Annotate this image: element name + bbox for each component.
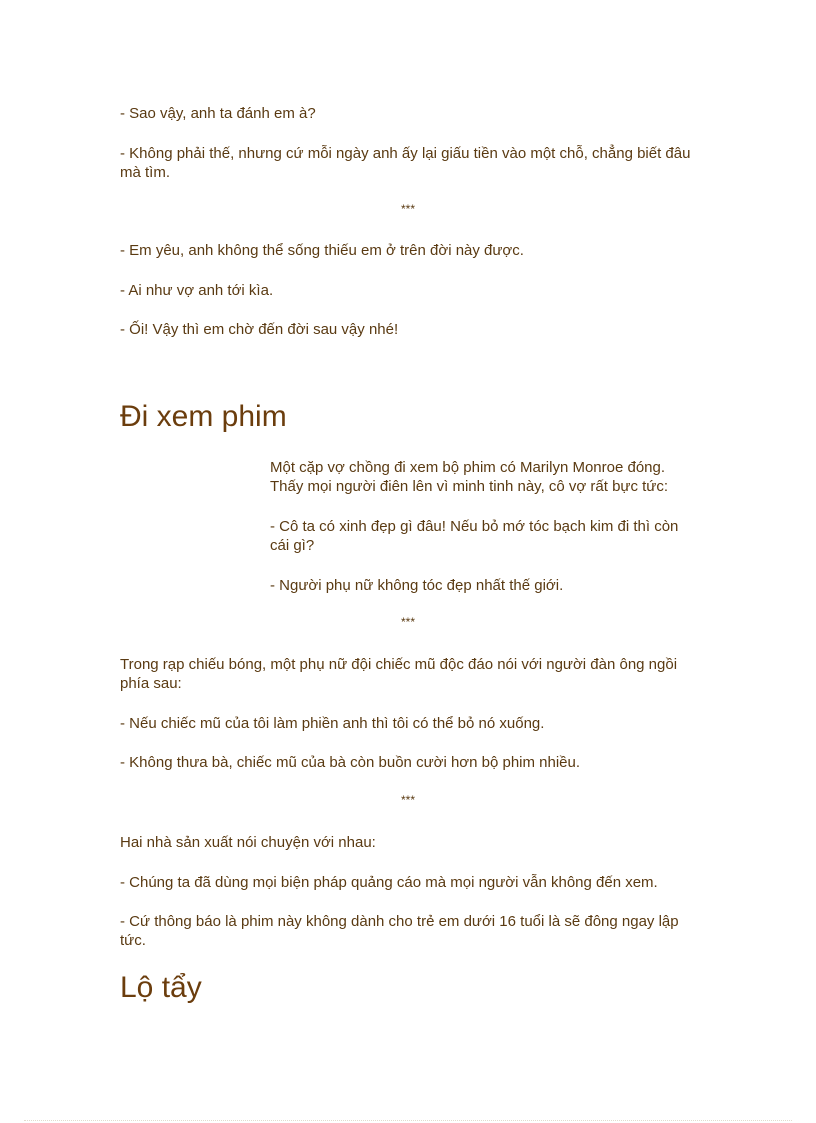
separator: *** [400,615,415,629]
page-divider [24,1120,792,1121]
section-heading: Lộ tẩy [120,971,202,1004]
paragraph: - Chúng ta đã dùng mọi biện pháp quảng cáo mà mọi người vẫn không đến xem. [120,874,658,891]
paragraph: - Không phải thế, nhưng cứ mỗi ngày anh ấy lại giấu tiền vào một chỗ, chẳng biết đâu mà tìm. [120,145,691,181]
paragraph: - Người phụ nữ không tóc đẹp nhất thế giới. [270,577,564,594]
paragraph: Một cặp vợ chồng đi xem bộ phim có Marilyn Monroe đóng. Thấy mọi người điên lên vì minh tinh này, cô vợ rất bực tức: [270,459,669,495]
separator: *** [400,202,415,216]
paragraph: - Em yêu, anh không thể sống thiếu em ở trên đời này được. [120,242,524,259]
paragraph: Trong rạp chiếu bóng, một phụ nữ đội chiếc mũ độc đáo nói với người đàn ông ngồi phía sau: [120,656,678,692]
paragraph: - Ai như vợ anh tới kìa. [120,282,274,299]
paragraph: - Sao vậy, anh ta đánh em à? [120,105,316,122]
paragraph: - Cô ta có xinh đẹp gì đâu! Nếu bỏ mớ tóc bạch kim đi thì còn cái gì? [270,518,679,554]
section-heading: Đi xem phim [120,400,287,433]
separator: *** [400,793,415,807]
paragraph: - Ối! Vậy thì em chờ đến đời sau vậy nhé! [120,321,399,338]
paragraph: - Không thưa bà, chiếc mũ của bà còn buồn cười hơn bộ phim nhiều. [120,754,581,771]
paragraph: Hai nhà sản xuất nói chuyện với nhau: [120,834,376,851]
paragraph: - Nếu chiếc mũ của tôi làm phiền anh thì tôi có thể bỏ nó xuống. [120,715,545,732]
paragraph: - Cứ thông báo là phim này không dành cho trẻ em dưới 16 tuổi là sẽ đông ngay lập tức. [120,913,679,949]
